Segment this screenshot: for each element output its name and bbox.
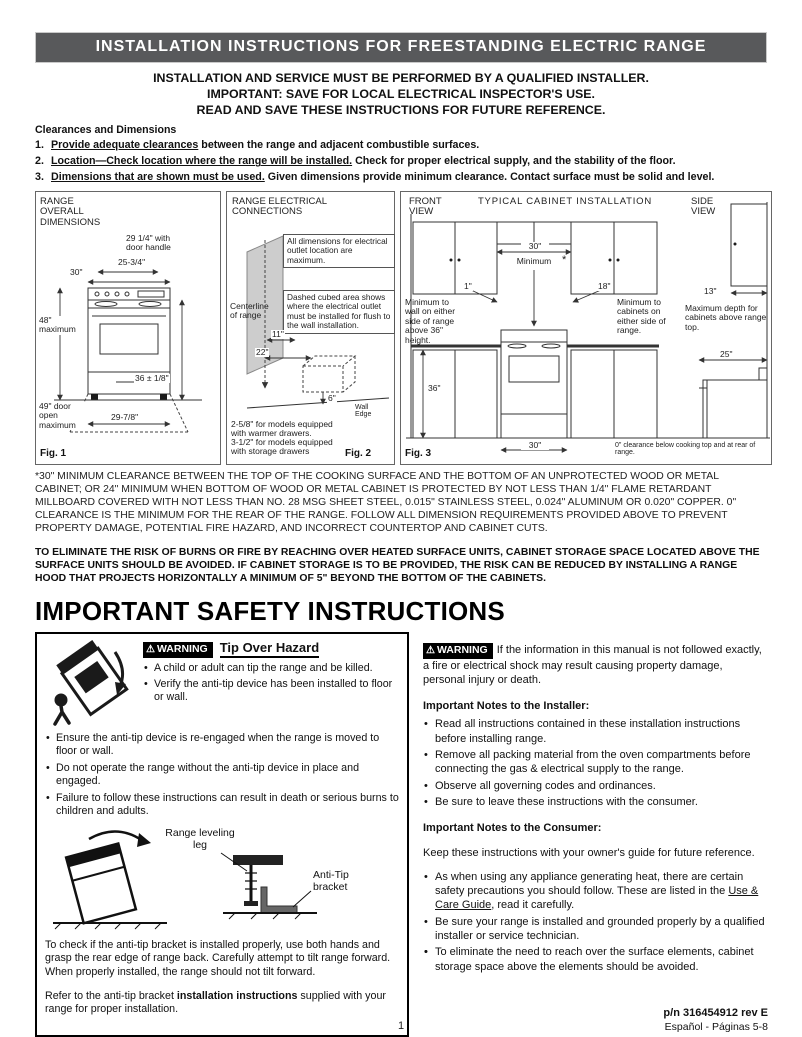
part-number-block [663,1007,768,1034]
figure-2-electrical-connections [226,191,395,465]
fig1-dim-depth: 25-3/4" [118,256,146,267]
clearance-item-1 [35,139,767,152]
list-item: • To eliminate the need to reach over the surface elements, cabinet storage space above the elements should be avoided. [423,945,767,974]
figures-row [35,191,767,465]
item-rest: between the range and adjacent combustible surfaces. [198,139,480,152]
fig3-dim-side-depth: 25" [720,348,733,359]
figure-3-cabinet-installation [400,191,772,465]
fig2-title: RANGE ELECTRICAL CONNECTIONS [232,195,327,218]
fig1-dim-body: 29-7/8" [111,411,139,422]
two-column-section [35,632,767,1037]
tip-hazard-bullets-top [143,662,399,705]
safety-heading: IMPORTANT SAFETY INSTRUCTIONS [35,595,505,626]
list-item: • A child or adult can tip the range and be killed. [143,662,399,675]
warning-text: If the information in this manual is not followed exactly, a fire or electrical shock may result causing property damage, personal injury or death. [423,643,762,686]
fig3-title: TYPICAL CABINET INSTALLATION [477,195,653,207]
warning-icon: ⚠ [426,644,435,656]
fig2-dim-11: 11" [272,328,284,339]
item-rest: Check for proper electrical supply, and the stability of the floor. [352,155,676,168]
fig3-asterisk: * [562,253,567,266]
fig2-note-warmer: 2-5/8" for models equipped with warmer drawers. [231,418,333,439]
fig3-dim-width-top: 30" [521,242,549,252]
consumer-intro-paragraph: Keep these instructions with your owner's guide for future reference. [423,846,755,859]
fig1-title: RANGE OVERALL DIMENSIONS [40,195,101,228]
clearances-heading: Clearances and Dimensions [35,124,177,137]
installer-notes-heading: Important Notes to the Installer: [423,700,590,713]
fig3-note-wall: Minimum to wall on either side of range above 36" height. [405,296,456,345]
clearance-note-paragraph: *30" MINIMUM CLEARANCE BETWEEN THE TOP OF THE COOKING SURFACE AND THE BOTTOM OF AN UNPROTECTED WOOD OR METAL CABINET; OR 24" MINIMUM WHEN BOTTOM OF WOOD OR METAL CABINET IS PROTECTED BY NOT LESS THAN 1/4" FLAME RETARDANT MILLBOARD COVERED WITH NOT LESS THAN NO. 28 MSG SHEET STEEL, 0.015" STAINLESS STEEL, 0.024" ALUMINUM OR 0.020" COPPER. 0" CLEARANCE IS THE MINIMUM FOR THE REAR OF THE RANGE. FOLLOW ALL DIMENSION REQUIREMENTS PROVIDED ABOVE TO PREVENT PROPERTY DAMAGE, POTENTIAL FIRE HAZARD, AND INCORRECT COUNTERTOP AND CABINET CUTS. [35,470,737,535]
page-number: 1 [397,1020,405,1032]
fig1-dim-width: 30" [70,266,83,277]
fig3-dim-cabinets: 18" [598,280,611,291]
fig3-minimum-label: Minimum [516,255,552,266]
burns-warning-paragraph: TO ELIMINATE THE RISK OF BURNS OR FIRE BY REACHING OVER HEATED SURFACE UNITS, CABINET STORAGE SPACE LOCATED ABOVE THE SURFACE UNITS SHOULD BE AVOIDED. IF CABINET STORAGE IS TO BE PROVIDED, THE RISK CAN BE REDUCED BY INSTALLING A RANGE HOOD THAT PROJECTS HORIZONTALLY A MINIMUM OF 5" BEYOND THE BOTTOM OF THE CABINETS. [35,546,760,585]
fig3-caption: Fig. 3 [405,447,432,459]
fig2-note-dimensions: All dimensions for electrical outlet location are maximum. [283,234,395,269]
tip-hazard-header [45,640,399,728]
warning-badge: ⚠ WARNING [423,643,493,659]
item-lead: Location—Check location where the range will be installed. [51,155,353,168]
fig3-front-view-label: FRONT VIEW [409,195,442,218]
warning-badge: ⚠ WARNING [143,642,213,658]
list-item: • Failure to follow these instructions can result in death or serious burns to children and adults. [45,792,399,819]
fig2-caption: Fig. 2 [345,447,372,459]
fig2-dim-22: 22" [256,346,269,357]
tip-hazard-bullets [45,732,399,819]
item-lead: Provide adequate clearances [51,139,199,152]
installation-instructions-emphasis: installation instructions [176,989,298,1002]
consumer-notes-list [423,870,767,974]
part-number: p/n 316454912 rev E [663,1007,768,1020]
document-title-bar [35,32,767,63]
fig1-dim-door-open: 49" door open maximum [38,402,86,431]
range-leveling-leg-label: Range leveling leg [165,826,235,851]
fig3-note-cabinets: Minimum to cabinets on either side of range. [617,296,666,336]
item-lead: Dimensions that are shown must be used. [51,171,265,184]
notice-block [35,70,767,118]
fig2-centerline-label: Centerline of range [230,300,269,321]
fig3-dim-wall: 1" [464,280,472,291]
list-item: • Remove all packing material from the oven compartments before connecting the gas & electrical supply to the range. [423,748,767,777]
anti-tip-bracket-figure [45,825,399,931]
item-number: 2. [35,155,44,168]
list-item: • Be sure to leave these instructions with the consumer. [423,795,767,809]
item-rest: Given dimensions provide minimum clearance. Contact surface must be solid and level. [264,171,715,184]
clearance-item-2 [35,155,767,168]
installer-notes-list [423,717,767,809]
spanish-pages-note: Español - Páginas 5-8 [664,1020,768,1033]
tipping-range-icon [45,640,137,728]
warning-icon: ⚠ [146,643,155,655]
fig1-dim-cooktop: 36 ± 1/8" [135,372,169,383]
fig3-dim-counter-height: 36" [428,382,441,393]
fig1-caption: Fig. 1 [40,447,67,459]
item-number: 3. [35,171,44,184]
notice-line-1: INSTALLATION AND SERVICE MUST BE PERFORMED BY A QUALIFIED INSTALLER. [153,71,649,85]
fig2-note-dashed-area: Dashed cubed area shows where the electrical outlet must be installed for flush to the wall installation. [283,290,395,334]
fig3-zero-clearance-note: 0" clearance below cooking top and at rear of range. [615,441,756,457]
tip-over-pictogram [45,640,137,728]
list-item: • Ensure the anti-tip device is re-engaged when the range is moved to floor or wall. [45,732,399,759]
list-item: • As when using any appliance generating heat, there are certain safety precautions you should follow. These are listed in the Use & Care Guide, read it carefully. [423,870,767,913]
tip-over-hazard-box [35,632,409,1037]
fig3-side-view-label: SIDE VIEW [691,195,716,218]
fig2-note-storage: 3-1/2" for models equipped with storage drawers [231,436,333,457]
list-item: • Do not operate the range without the anti-tip device in place and engaged. [45,762,399,789]
list-item: • Observe all governing codes and ordinances. [423,779,767,793]
notice-line-3: READ AND SAVE THESE INSTRUCTIONS FOR FUTURE REFERENCE. [196,103,606,118]
tip-over-hazard-title: Tip Over Hazard [220,640,319,658]
tip-hazard-text [143,640,399,728]
fig2-dim-6: 6" [328,392,336,403]
bracket-check-paragraph: To check if the anti-tip bracket is installed properly, use both hands and grasp the rear edge of range back. Carefully attempt to tilt range forward. When properly installed, the range should not tilt forward. [45,938,391,978]
use-and-care-guide-reference: Use & Care Guide [435,885,759,912]
fig3-dim-cabinet-depth: 13" [704,285,717,296]
notice-line-2: IMPORTANT: SAVE FOR LOCAL ELECTRICAL INSPECTOR'S USE. [207,87,595,102]
bracket-refer-paragraph: Refer to the anti-tip bracket installation instructions supplied with your range for proper installation. [45,989,386,1016]
fig3-note-max-depth: Maximum depth for cabinets above range top. [685,302,767,332]
document-title: INSTALLATION INSTRUCTIONS FOR FREESTANDING ELECTRIC RANGE [95,38,707,55]
consumer-notes-heading: Important Notes to the Consumer: [423,822,602,835]
list-item: • Read all instructions contained in these installation instructions before installing range. [423,717,767,746]
general-warning-paragraph [423,643,767,687]
list-item: • Be sure your range is installed and grounded properly by a qualified installer or service technician. [423,915,767,944]
fig1-dim-door-handle: 29 1/4" with door handle [126,232,171,253]
clearance-item-3 [35,171,767,184]
fig2-wall-edge-label: Wall Edge [355,403,372,419]
fig3-dim-range-width: 30" [521,441,549,451]
list-item: • Verify the anti-tip device has been installed to floor or wall. [143,678,399,705]
figure-1-range-dimensions [35,191,221,465]
fig1-dim-height: 48" maximum [38,316,78,335]
right-column [423,632,767,1037]
item-number: 1. [35,139,44,152]
anti-tip-bracket-label: Anti-Tip bracket [313,868,349,893]
